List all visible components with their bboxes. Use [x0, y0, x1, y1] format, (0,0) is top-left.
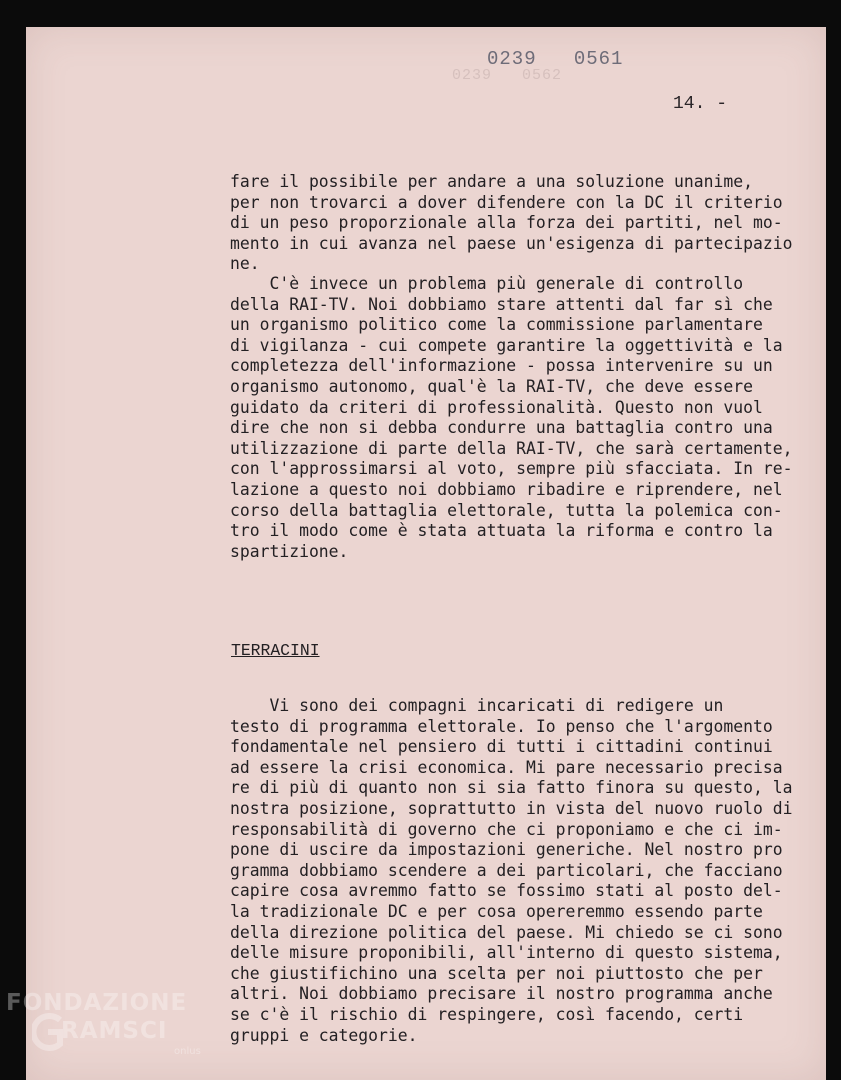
archive-number-bleedthrough: 0239 0562	[452, 67, 563, 84]
page-number: 14. -	[673, 94, 728, 114]
gramsci-g-logo-icon	[32, 1012, 64, 1052]
archive-number-stamp: 0239 0561	[487, 48, 624, 70]
speaker-heading: TERRACINI	[231, 641, 320, 660]
watermark-line-1: FONDAZIONE	[6, 990, 188, 1016]
paragraph-rai-tv: C'è invece un problema più generale di controllo della RAI-TV. Noi dobbiamo stare attenti dal far sì che un organismo politico come la commissione parlamentare di vigilanza - cui compete garantire la oggettività e la completezza dell'informazione - possa intervenire su un organismo autonomo, qual'è la RAI-TV, che deve essere guidato da criteri di professionalità. Questo non vuol dire che non si debba condurre una battaglia contro una utilizzazione di parte della RAI-TV, che sarà certamente, con l'approssimarsi al voto, sempre più sfacciata. In re- lazione a questo noi dobbiamo ribadire e riprendere, nel corso della battaglia elettorale, tutta la polemica con- tro il modo come è stata attuata la riforma e contro la spartizione.	[230, 274, 793, 561]
watermark-line-2: RAMSCI	[61, 1018, 168, 1044]
paragraph-continued: fare il possibile per andare a una soluzione unanime, per non trovarci a dover difendere con la DC il criterio di un peso proporzionale alla forza dei partiti, nel mo- mento in cui avanza nel paese un'esigenza di partecipazio ne.	[230, 172, 793, 274]
fondazione-gramsci-watermark-logo	[6, 990, 216, 1070]
watermark-line-3: onlus	[174, 1046, 201, 1057]
paragraph-terracini: Vi sono dei compagni incaricati di redigere un testo di programma elettorale. Io penso che l'argomento fondamentale nel pensiero di tutti i cittadini continui ad essere la crisi economica. Mi pare necessario precisa re di più di quanto non si sia fatto finora su questo, la nostra posizione, soprattutto in vista del nuovo ruolo di responsabilità di governo che ci proponiamo e che ci im- pone di uscire da impostazioni generiche. Nel nostro pro gramma dobbiamo scendere a dei particolari, che facciano capire cosa avremmo fatto se fossimo stati al posto del- la tradizionale DC e per cosa opereremmo essendo parte della direzione politica del paese. Mi chiedo se ci sono delle misure proponibili, all'interno di questo sistema, che giustifichino una scelta per noi piuttosto che per altri. Noi dobbiamo precisare il nostro programma anche se c'è il rischio di respingere, così facendo, certi gruppi e categorie.	[230, 696, 793, 1045]
